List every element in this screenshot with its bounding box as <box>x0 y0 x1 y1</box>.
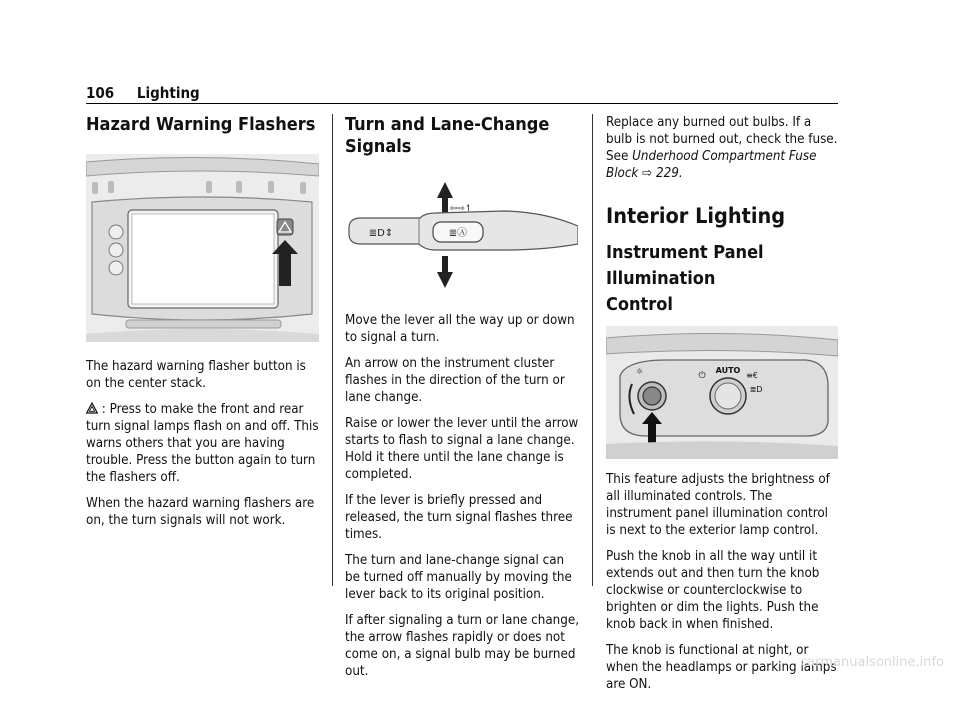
ip-illumination-figure <box>606 326 838 459</box>
svg-text:⇦⇨↿: ⇦⇨↿ <box>449 204 473 214</box>
fuse-block-page: 229 <box>656 166 679 181</box>
hazard-figure <box>86 154 319 342</box>
interior-lighting-heading: Interior Lighting <box>606 204 786 229</box>
turn-signal-p1: Move the lever all the way up or down to signal a turn. <box>345 313 575 345</box>
turn-signals-heading: Turn and Lane-Change Signals <box>345 114 550 157</box>
svg-text:☼: ☼ <box>636 367 644 376</box>
header-rule <box>86 103 838 104</box>
svg-text:⏻: ⏻ <box>698 371 706 381</box>
turn-signal-p3: Raise or lower the lever until the arrow starts to flash to signal a lane change. Hold it there until the lane change is completed. <box>345 416 579 482</box>
ip-illumination-heading-line2: Control <box>606 294 673 315</box>
ip-illumination-p1: This feature adjusts the brightness of all illuminated controls. The instrument panel illumination control is next to the exterior lamp control. <box>606 472 830 538</box>
hazard-heading: Hazard Warning Flashers <box>86 114 316 135</box>
ip-illumination-heading-line1: Instrument Panel Illumination <box>606 242 764 289</box>
section-title: Lighting <box>136 84 200 102</box>
ip-illumination-heading <box>606 240 840 318</box>
fuse-reference-body: Replace any burned out bulbs. If a bulb is not burned out, check the fuse. See <box>606 115 838 164</box>
turn-signal-lever-figure <box>345 168 578 300</box>
page-ref-icon: ⇨ <box>642 166 653 181</box>
watermark: carmanualsonline.info <box>800 655 944 670</box>
turn-signal-p2: An arrow on the instrument cluster flashes in the direction of the turn or lane change. <box>345 356 565 405</box>
turn-signal-p5: The turn and lane-change signal can be turned off manually by moving the lever back to its original position. <box>345 553 572 602</box>
hazard-location-text: The hazard warning flasher button is on the center stack. <box>86 359 306 391</box>
fuse-reference-text: Replace any burned out bulbs. If a bulb is not burned out, check the fuse. See Underhood Compartment Fuse Block ⇨ 229. <box>606 115 838 181</box>
svg-text:≣D: ≣D <box>749 385 763 394</box>
hazard-warning-icon <box>86 402 98 414</box>
hazard-note-text: When the hazard warning flashers are on, the turn signals will not work. <box>86 496 315 528</box>
svg-text:≡€: ≡€ <box>746 371 758 380</box>
fuse-block-link[interactable]: Underhood Compartment Fuse Block <box>606 149 817 181</box>
hazard-press-text <box>86 401 322 486</box>
auto-label: AUTO <box>715 366 741 375</box>
svg-text:≣D⇕: ≣D⇕ <box>368 228 394 239</box>
column-turn-signals <box>345 114 582 689</box>
hazard-press-text-body: : Press to make the front and rear turn signal lamps flash on and off. This warns others that you are having trouble. Press the button again to turn the flashers off. <box>86 402 319 485</box>
page-header <box>86 84 200 102</box>
ip-illumination-p2: Push the knob in all the way until it extends out and then turn the knob clockwise or counterclockwise to brighten or dim the lights. Push the knob back in when finished. <box>606 549 820 632</box>
page-number: 106 <box>86 84 115 102</box>
column-interior-lighting <box>606 114 840 702</box>
column-divider-2 <box>592 114 593 586</box>
turn-signal-p6: If after signaling a turn or lane change, the arrow flashes rapidly or does not come on, a signal bulb may be burned out. <box>345 613 580 679</box>
ip-illumination-p3: The knob is functional at night, or when the headlamps or parking lamps are ON. <box>606 643 837 692</box>
column-hazard <box>86 114 322 538</box>
svg-text:≣Ⓐ: ≣Ⓐ <box>448 228 468 239</box>
turn-signal-p4: If the lever is briefly pressed and released, the turn signal flashes three times. <box>345 493 573 542</box>
column-divider-1 <box>332 114 333 586</box>
